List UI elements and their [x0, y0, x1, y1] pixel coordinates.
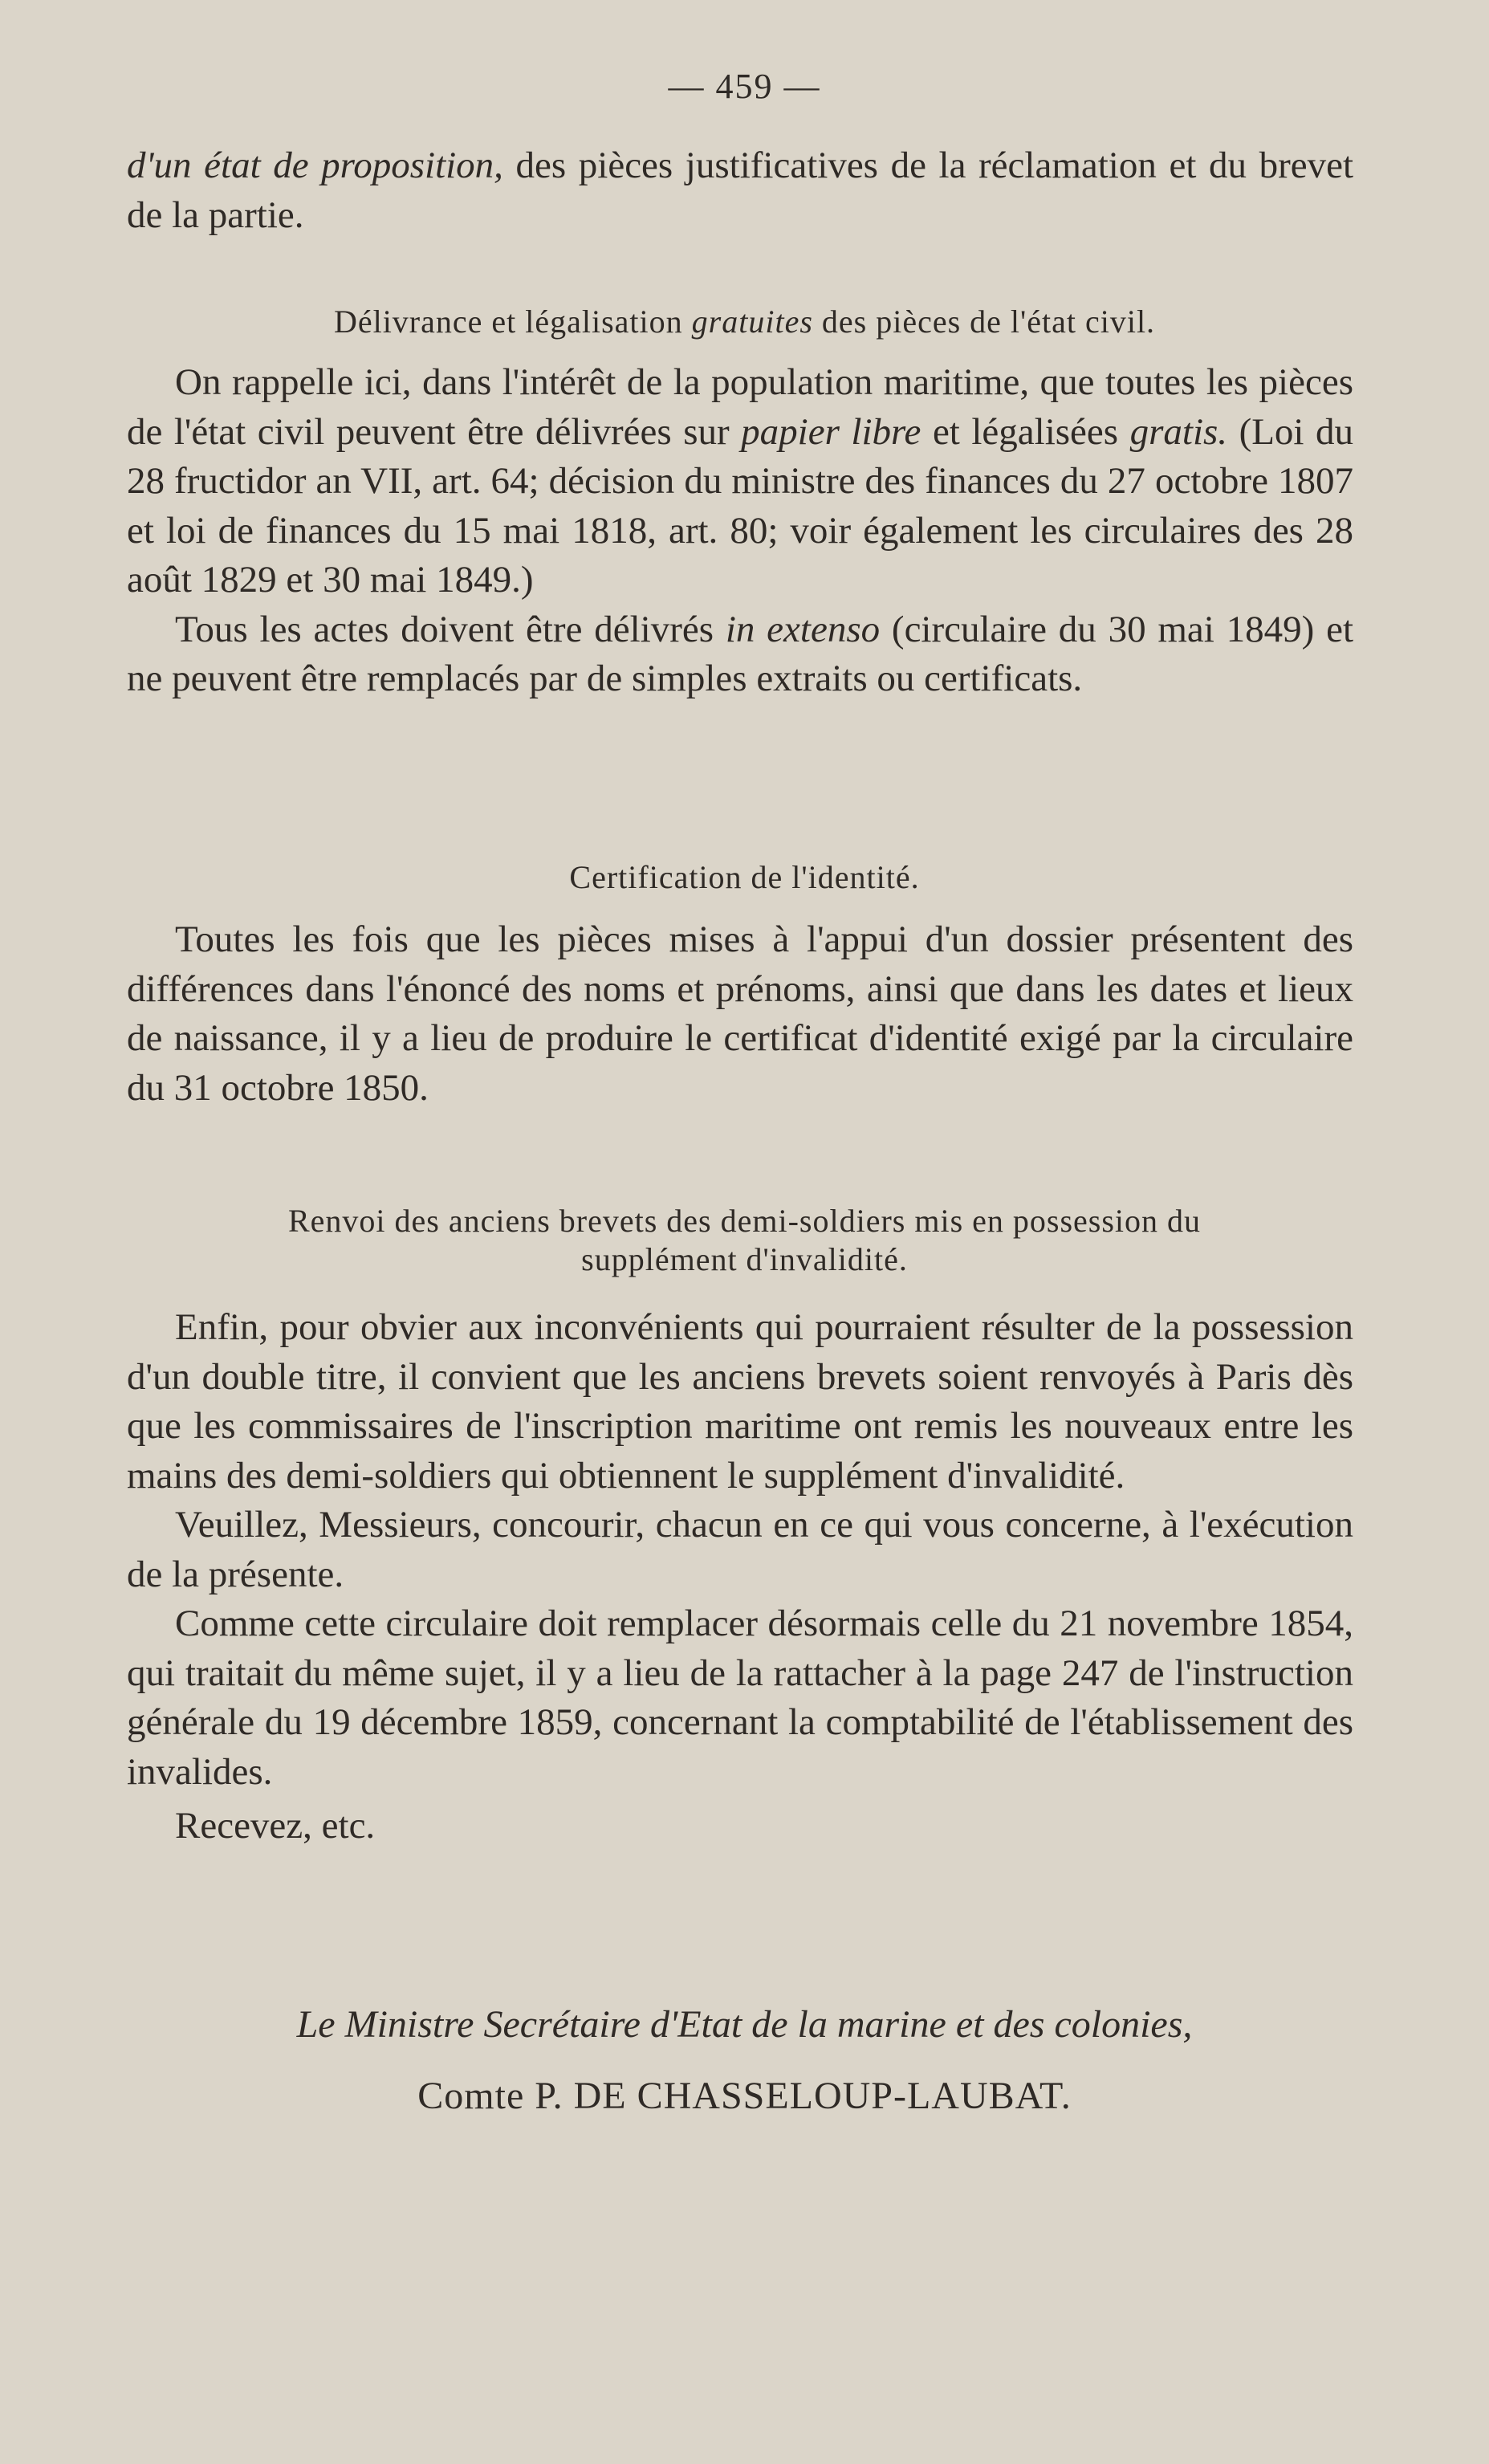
- section2-body: [127, 915, 1353, 1113]
- section-heading-delivrance: Délivrance et légalisation gratuites des pièces de l'état civil.: [333, 303, 1156, 340]
- intro-paragraph: [127, 141, 1353, 240]
- section1-body: [127, 358, 1353, 704]
- section-heading-certification: Certification de l'identité.: [569, 859, 920, 895]
- paragraph: Tous les actes doivent être délivrés in extenso (circulaire du 30 mai 1849) et ne peuvent être remplacés par de simples extraits ou certificats.: [127, 608, 1354, 699]
- signature-title: Le Ministre Secrétaire d'Etat de la marine et des colonies,: [296, 2003, 1193, 2046]
- paragraph: On rappelle ici, dans l'intérêt de la population maritime, que toutes les pièces de l'état civil peuvent être délivrées sur papier libre et légalisées gratis. (Loi du 28 fructidor an VII, art. 64; décision du ministre des finances du 27 octobre 1807 et loi de finances du 15 mai 1818, art. 80; voir également les circulaires des 28 août 1829 et 30 mai 1849.): [127, 361, 1353, 601]
- intro-lead: d'un état de proposition,: [127, 145, 503, 186]
- intro-rest: des pièces justificatives de la réclamation et du brevet de la partie.: [127, 145, 1353, 236]
- section-heading-renvoi: Renvoi des anciens brevets des demi-soldiers mis en possession du supplément d'invalidité.: [287, 1203, 1202, 1277]
- section3-body: [127, 1303, 1353, 1851]
- paragraph: Enfin, pour obvier aux inconvénients qui pourraient résulter de la possession d'un double titre, il convient que les anciens brevets soient renvoyés à Paris dès que les commissaires de l'inscription maritime ont remis les nouveaux entre les mains des demi-soldiers qui obtiennent le supplément d'invalidité.: [127, 1306, 1353, 1497]
- paragraph: Recevez, etc.: [175, 1805, 376, 1847]
- paragraph: Toutes les fois que les pièces mises à l'appui d'un dossier présentent des différences dans l'énoncé des noms et prénoms, ainsi que dans les dates et lieux de naissance, il y a lieu de produire le certificat d'identité exigé par la circulaire du 31 octobre 1850.: [127, 918, 1353, 1109]
- paragraph: Veuillez, Messieurs, concourir, chacun en ce qui vous concerne, à l'exécution de la présente.: [127, 1504, 1353, 1595]
- page-number: — 459 —: [668, 67, 821, 106]
- signature-name: Comte P. DE CHASSELOUP-LAUBAT.: [417, 2075, 1072, 2117]
- paragraph: Comme cette circulaire doit remplacer désormais celle du 21 novembre 1854, qui traitait du même sujet, il y a lieu de la rattacher à la page 247 de l'instruction générale du 19 décembre 1859, concernant la comptabilité de l'établissement des invalides.: [127, 1603, 1353, 1793]
